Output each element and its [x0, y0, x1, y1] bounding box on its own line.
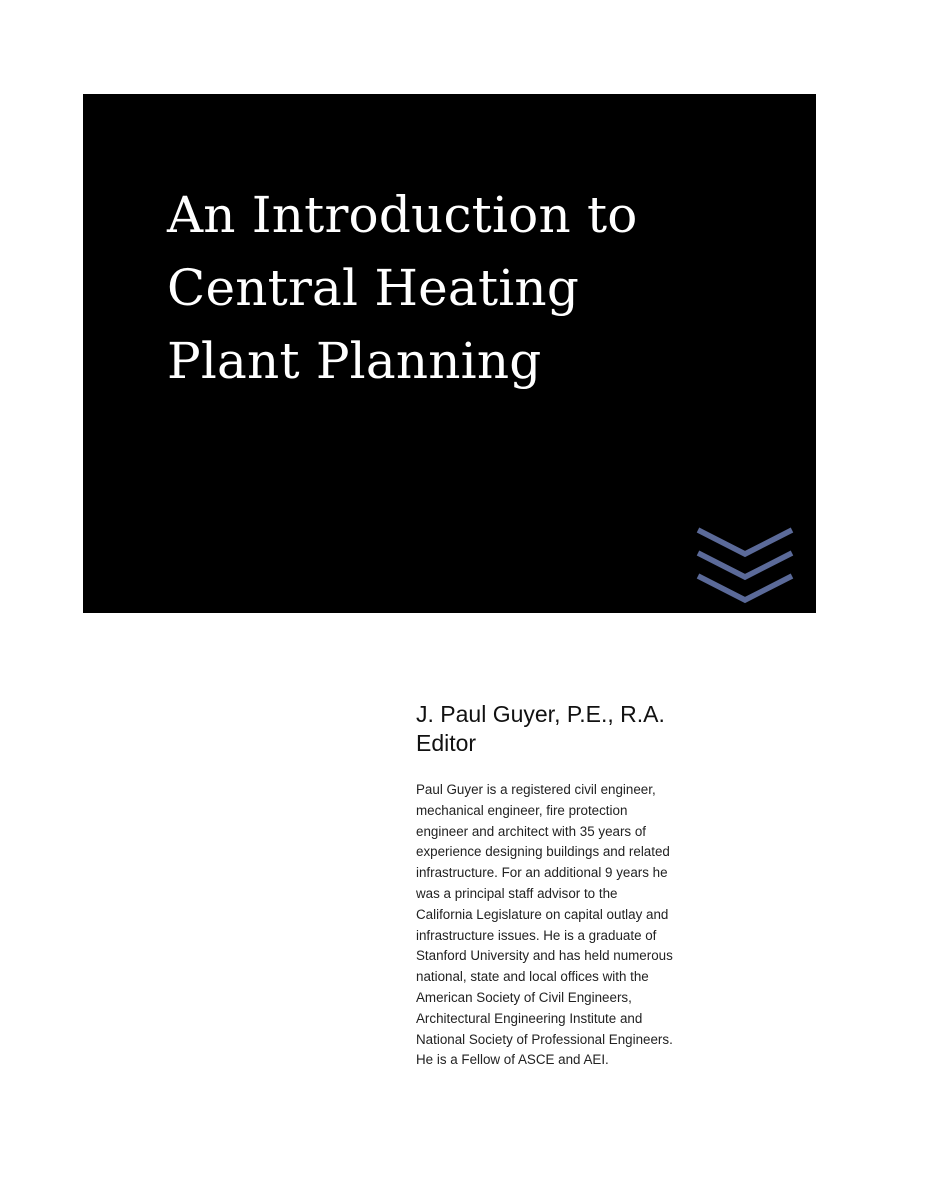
bio-line: engineer and architect with 35 years of: [416, 823, 647, 839]
book-title: [167, 179, 767, 398]
book-title-line: Plant Planning: [167, 332, 542, 390]
book-title-line: An Introduction to: [167, 186, 638, 244]
bio-line: Stanford University and has held numerous: [416, 948, 673, 964]
bio-line: He is a Fellow of ASCE and AEI.: [416, 1052, 609, 1068]
bio-line: experience designing buildings and related: [416, 844, 670, 860]
bio-line: mechanical engineer, fire protection: [416, 802, 628, 818]
author-bio: [416, 780, 776, 1071]
author-block: [416, 700, 816, 758]
bio-line: Architectural Engineering Institute and: [416, 1010, 643, 1026]
author-role: Editor: [416, 730, 477, 756]
bio-line: Paul Guyer is a registered civil engineer,: [416, 782, 656, 797]
bio-line: national, state and local offices with the: [416, 969, 649, 985]
bio-line: was a principal staff advisor to the: [416, 885, 618, 901]
triple-chevron-down-icon: [695, 526, 795, 606]
bio-line: California Legislature on capital outlay and: [416, 906, 669, 922]
bio-line: infrastructure issues. He is a graduate of: [416, 927, 657, 943]
book-title-line: Central Heating: [167, 259, 580, 317]
bio-line: National Society of Professional Engineers.: [416, 1031, 673, 1047]
bio-line: American Society of Civil Engineers,: [416, 989, 632, 1005]
bio-line: infrastructure. For an additional 9 years he: [416, 865, 668, 881]
cover-title-panel: [83, 94, 816, 613]
author-name: J. Paul Guyer, P.E., R.A.: [416, 701, 665, 727]
